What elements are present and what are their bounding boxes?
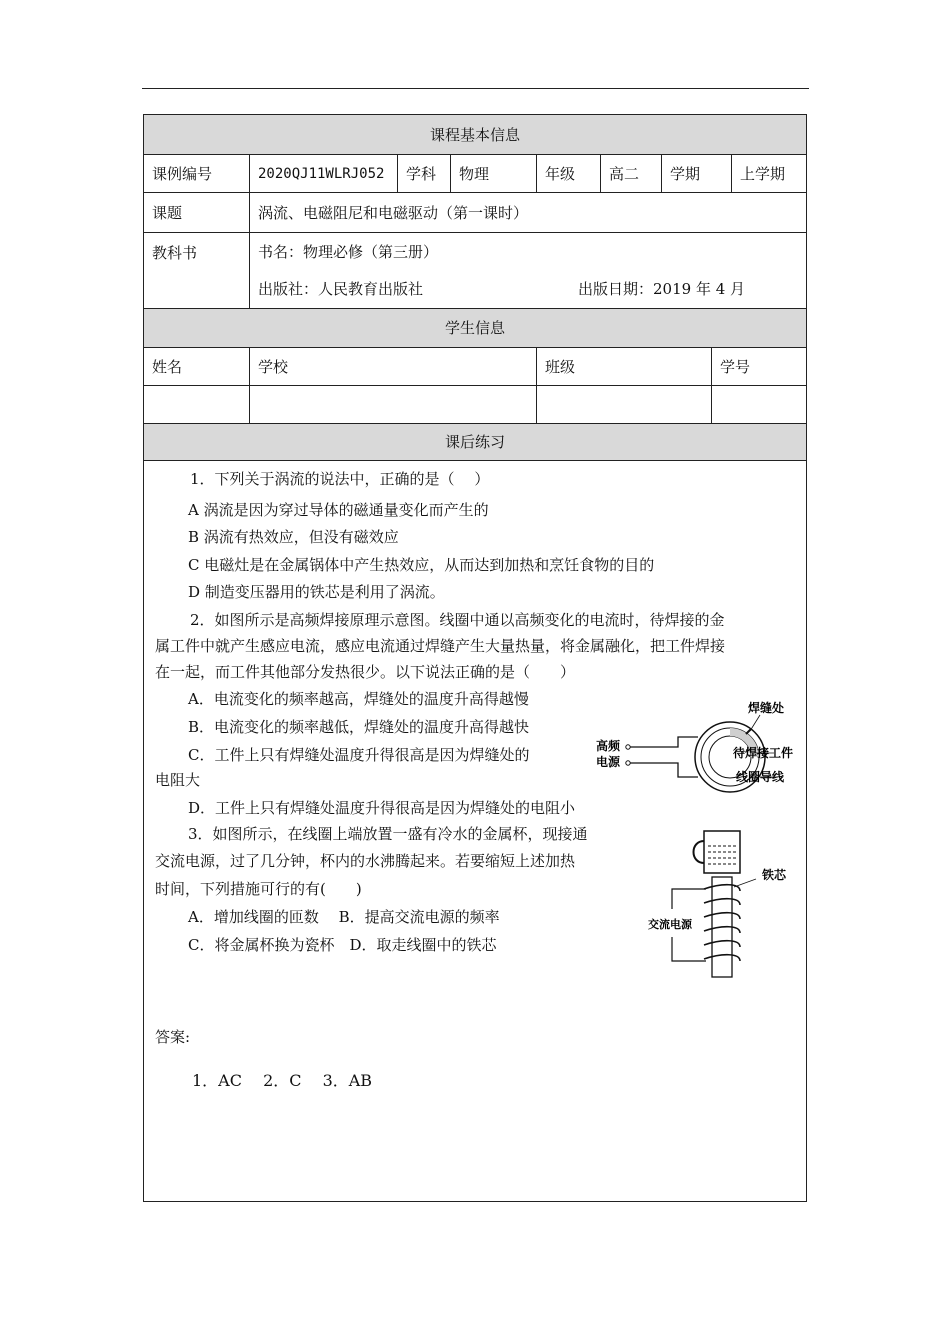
label-workpiece: 待焊接工件 <box>733 746 794 760</box>
q1-option-b: B 涡流有热效应，但没有磁效应 <box>188 528 399 546</box>
textbook-details <box>249 233 806 308</box>
topic-label: 课题 <box>152 204 183 222</box>
answers-text: 1．AC 2．C 3．AB <box>192 1071 373 1090</box>
q3-options-cd: C．将金属杯换为瓷杯 D．取走线圈中的铁芯 <box>188 936 497 954</box>
section-title-course-info: 课程基本信息 <box>429 126 520 144</box>
grade-value: 高二 <box>600 155 661 192</box>
q2-stem-line-2: 属工件中就产生感应电流，感应电流通过焊缝产生大量热量，将金属融化，把工件焊接 <box>155 637 726 655</box>
q2-stem-line-1: 2．如图所示是高频焊接原理示意图。线圈中通以高频变化的电流时，待焊接的金 <box>190 611 725 629</box>
section-header-student-info <box>144 309 806 348</box>
student-number-field[interactable] <box>711 386 806 423</box>
student-school-label: 学校 <box>249 348 536 385</box>
q2-stem-line-3: 在一起，而工件其他部分发热很少。以下说法正确的是（ ） <box>155 663 576 681</box>
q2-option-a: A．电流变化的频率越高，焊缝处的温度升高得越慢 <box>188 690 529 708</box>
q1-option-d: D 制造变压器用的铁芯是利用了涡流。 <box>188 583 445 601</box>
course-id-label: 课例编号 <box>152 165 213 183</box>
q3-options-ab: A．增加线圈的匝数 B．提高交流电源的频率 <box>188 908 500 926</box>
lead-bottom <box>630 763 698 777</box>
subject-value: 物理 <box>450 155 536 192</box>
student-labels-row <box>144 348 806 386</box>
course-id-row <box>144 155 806 193</box>
term-label: 学期 <box>661 155 731 192</box>
label-iron-core: 铁芯 <box>762 868 787 882</box>
welding-diagram <box>584 701 806 801</box>
coil <box>704 885 740 961</box>
topic-row <box>144 193 806 233</box>
section-header-exercises <box>144 424 806 461</box>
q1-stem: 1．下列关于涡流的说法中，正确的是（ ） <box>190 470 490 488</box>
induction-heating-diagram <box>644 827 804 983</box>
exercise-body <box>144 461 806 1201</box>
header-rule <box>142 88 809 89</box>
q3-stem-line-1: 3．如图所示，在线圈上端放置一盛有冷水的金属杯，现接通 <box>188 825 588 843</box>
label-source-1: 高频 <box>596 739 621 753</box>
weld-seam <box>746 729 751 734</box>
q2-option-c: C．工件上只有焊缝处温度升得很高是因为焊缝处的 <box>188 746 530 764</box>
student-school-field[interactable] <box>249 386 536 423</box>
answers-label: 答案: <box>155 1028 191 1046</box>
q2-option-b: B．电流变化的频率越低，焊缝处的温度升高得越快 <box>188 718 530 736</box>
student-class-field[interactable] <box>536 386 711 423</box>
wire-top <box>672 889 706 909</box>
publish-date: 出版日期：2019 年 4 月 <box>578 280 746 298</box>
q3-stem-line-3: 时间，下列措施可行的有( ) <box>155 880 362 898</box>
label-ac-source: 交流电源 <box>648 918 692 931</box>
course-id-value: 2020QJ11WLRJ052 <box>249 155 397 192</box>
grade-label: 年级 <box>536 155 600 192</box>
textbook-row <box>144 233 806 309</box>
student-name-field[interactable] <box>144 386 249 423</box>
label-weld: 焊缝处 <box>748 701 785 715</box>
student-number-label: 学号 <box>711 348 806 385</box>
section-title-exercises: 课后练习 <box>444 433 505 451</box>
section-header-course-info <box>144 115 806 155</box>
publisher: 出版社：人民教育出版社 <box>258 280 424 298</box>
student-values-row <box>144 386 806 424</box>
section-title-student-info: 学生信息 <box>444 319 505 337</box>
lead-top <box>630 737 698 747</box>
book-name: 书名：物理必修（第三册） <box>258 243 439 261</box>
terminal-bottom <box>626 761 630 765</box>
q1-option-a: A 涡流是因为穿过导体的磁通量变化而产生的 <box>188 501 489 519</box>
terminal-top <box>626 745 630 749</box>
cup-handle <box>694 841 705 863</box>
q3-stem-line-2: 交流电源，过了几分钟，杯内的水沸腾起来。若要缩短上述加热 <box>155 852 576 870</box>
leader-weld <box>750 715 760 731</box>
student-name-label: 姓名 <box>152 358 183 376</box>
subject-label: 学科 <box>397 155 450 192</box>
textbook-label: 教科书 <box>152 244 198 262</box>
student-class-label: 班级 <box>536 348 711 385</box>
label-source-2: 电源 <box>596 755 621 769</box>
label-coil: 线圈导线 <box>736 770 785 784</box>
q2-option-c-cont: 电阻大 <box>155 771 201 789</box>
term-value: 上学期 <box>731 155 806 192</box>
topic-value: 涡流、电磁阻尼和电磁驱动（第一课时） <box>249 193 806 232</box>
q1-option-c: C 电磁灶是在金属锅体中产生热效应，从而达到加热和烹饪食物的目的 <box>188 556 655 574</box>
leader-core <box>734 879 756 887</box>
q2-option-d: D．工件上只有焊缝处温度升得很高是因为焊缝处的电阻小 <box>188 799 576 817</box>
lesson-form <box>143 114 807 1202</box>
water <box>708 846 736 864</box>
wire-bottom <box>672 937 706 961</box>
